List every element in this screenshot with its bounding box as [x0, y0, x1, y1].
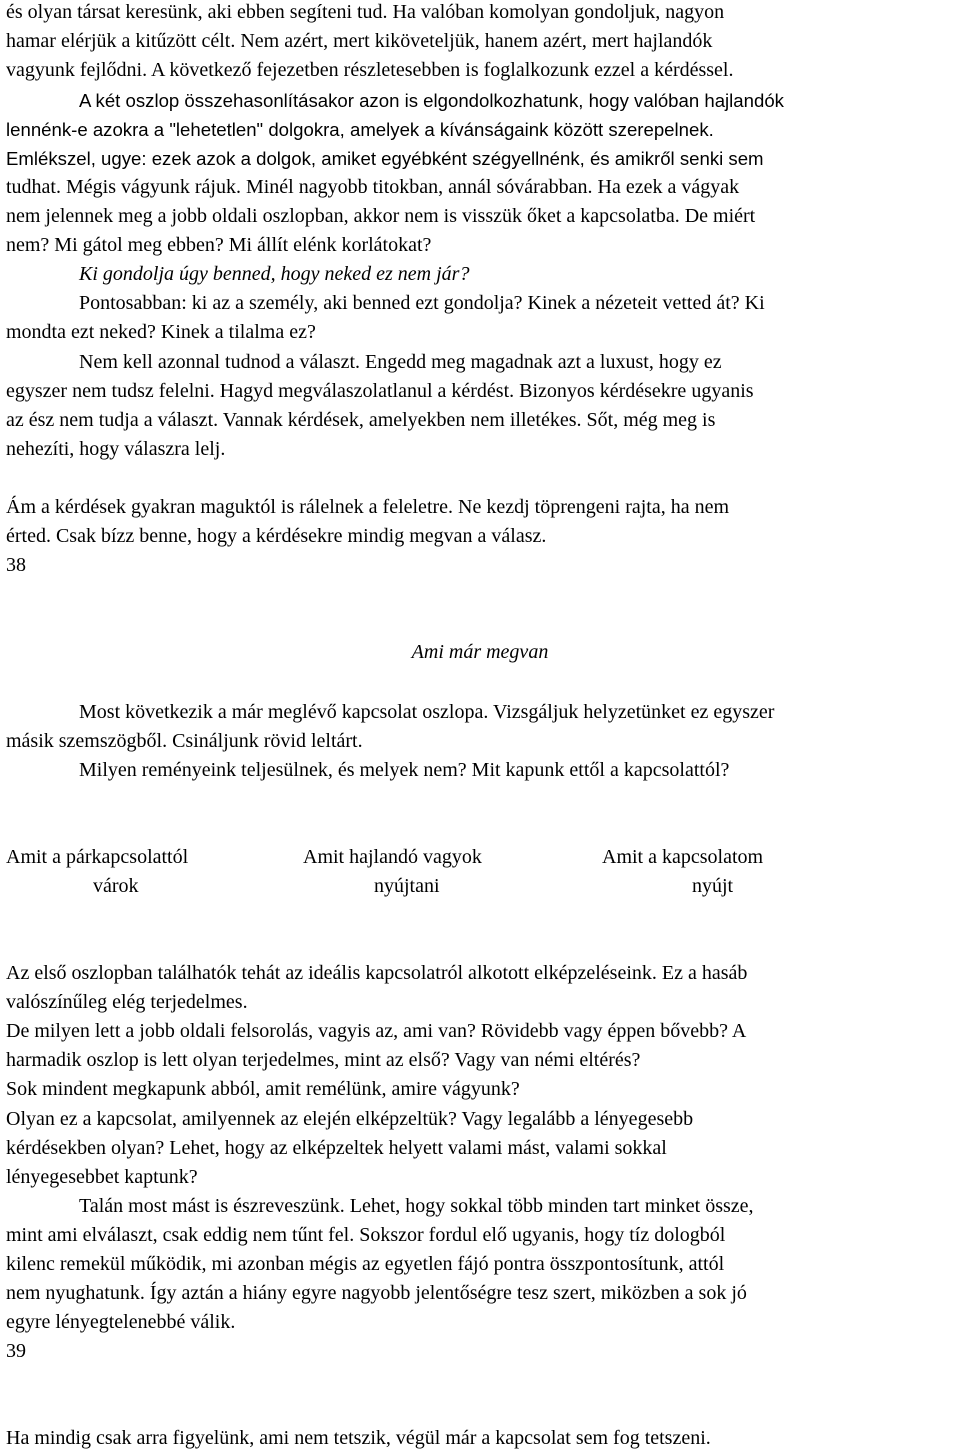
paragraph-line: Az első oszlopban találhatók tehát az ideális kapcsolatról alkotott elképzeléseink. Ez a hasáb: [6, 962, 748, 984]
paragraph-line: Talán most mást is észreveszünk. Lehet, hogy sokkal több minden tart minket össze,: [79, 1195, 754, 1217]
paragraph-line: hamar elérjük a kitűzött célt. Nem azért, mert kiköveteljük, hanem azért, mert hajlandók: [6, 30, 713, 52]
paragraph-line: mondta ezt neked? Kinek a tilalma ez?: [6, 321, 316, 343]
paragraph-line: Ha mindig csak arra figyelünk, ami nem tetszik, végül már a kapcsolat sem fog tetszeni.: [6, 1427, 711, 1449]
italic-question: Ki gondolja úgy benned, hogy neked ez nem jár?: [79, 263, 470, 285]
paragraph-line: másik szemszögből. Csináljunk rövid leltárt.: [6, 730, 363, 752]
page-number: 39: [6, 1340, 26, 1362]
paragraph-line: lennénk-e azokra a "lehetetlen" dolgokra, amelyek a kívánságaink között szerepelnek.: [6, 119, 714, 140]
paragraph-line: harmadik oszlop is lett olyan terjedelmes, mint az első? Vagy van némi eltérés?: [6, 1049, 641, 1071]
paragraph-line: nem? Mi gátol meg ebben? Mi állít elénk korlátokat?: [6, 234, 432, 256]
paragraph-line: egyszer nem tudsz felelni. Hagyd megválaszolatlanul a kérdést. Bizonyos kérdésekre ugyanis: [6, 380, 754, 402]
paragraph-line: Sok mindent megkapunk abból, amit remélünk, amire vágyunk?: [6, 1078, 520, 1100]
paragraph-line: kilenc remekül működik, mi azonban mégis az egyetlen fájó pontra összpontosítunk, attól: [6, 1253, 725, 1275]
paragraph-line: valószínűleg elég terjedelmes.: [6, 991, 248, 1013]
column-header-receive-2: nyújt: [692, 875, 734, 897]
paragraph-line: Milyen reményeink teljesülnek, és melyek nem? Mit kapunk ettől a kapcsolattól?: [79, 759, 730, 781]
column-header-give: Amit hajlandó vagyok: [303, 846, 482, 868]
page-number: 38: [6, 554, 26, 576]
column-header-give-2: nyújtani: [374, 875, 440, 897]
paragraph-line: nem nyughatunk. Így aztán a hiány egyre nagyobb jelentőségre tesz szert, miközben a sok jó: [6, 1282, 747, 1304]
paragraph-line: Olyan ez a kapcsolat, amilyennek az elején elképzeltük? Vagy legalább a lényegesebb: [6, 1108, 694, 1130]
paragraph-line: vagyunk fejlődni. A következő fejezetben részletesebben is foglalkozunk ezzel a kérdéssel.: [6, 59, 734, 81]
column-header-expect-2: várok: [93, 875, 139, 897]
paragraph-line: Pontosabban: ki az a személy, aki benned ezt gondolja? Kinek a nézeteit vetted át? Ki: [79, 292, 765, 314]
paragraph-line: érted. Csak bízz benne, hogy a kérdésekre mindig megvan a válasz.: [6, 525, 547, 547]
paragraph-line: lényegesebbet kaptunk?: [6, 1166, 198, 1188]
paragraph-line: tudhat. Mégis vágyunk rájuk. Minél nagyobb titokban, annál sóvárabban. Ha ezek a vágyak: [6, 176, 740, 198]
paragraph-line: Emlékszel, ugye: ezek azok a dolgok, amiket egyébként szégyellnénk, és amikről senki sem: [6, 148, 764, 169]
paragraph-line: Most következik a már meglévő kapcsolat oszlopa. Vizsgáljuk helyzetünket ez egyszer: [79, 701, 775, 723]
column-header-expect: Amit a párkapcsolattól: [6, 846, 189, 868]
paragraph-line: kérdésekben olyan? Lehet, hogy az elképzeltek helyett valami mást, valami sokkal: [6, 1137, 667, 1159]
paragraph-line: az ész nem tudja a választ. Vannak kérdések, amelyekben nem illetékes. Sőt, még meg is: [6, 409, 716, 431]
paragraph-line: nem jelennek meg a jobb oldali oszlopban, akkor nem is visszük őket a kapcsolatba. De miért: [6, 205, 756, 227]
paragraph-line: és olyan társat keresünk, aki ebben segíteni tud. Ha valóban komolyan gondoljuk, nagyon: [6, 1, 725, 23]
paragraph-line: De milyen lett a jobb oldali felsorolás, vagyis az, ami van? Rövidebb vagy éppen bővebb? A: [6, 1020, 747, 1042]
column-header-receive: Amit a kapcsolatom: [602, 846, 764, 868]
paragraph-line: Ám a kérdések gyakran maguktól is rálelnek a feleletre. Ne kezdj töprengeni rajta, ha nem: [6, 496, 730, 518]
paragraph-line: nehezíti, hogy válaszra lelj.: [6, 438, 226, 460]
paragraph-line: Nem kell azonnal tudnod a választ. Engedd meg magadnak azt a luxust, hogy ez: [79, 351, 722, 373]
section-title: Ami már megvan: [411, 641, 549, 663]
paragraph-line: egyre lényegtelenebbé válik.: [6, 1311, 236, 1333]
paragraph-line: mint ami elválaszt, csak eddig nem tűnt fel. Sokszor fordul elő ugyanis, hogy tíz dologból: [6, 1224, 726, 1246]
paragraph-line: A két oszlop összehasonlításakor azon is elgondolkozhatunk, hogy valóban hajlandók: [79, 90, 784, 111]
